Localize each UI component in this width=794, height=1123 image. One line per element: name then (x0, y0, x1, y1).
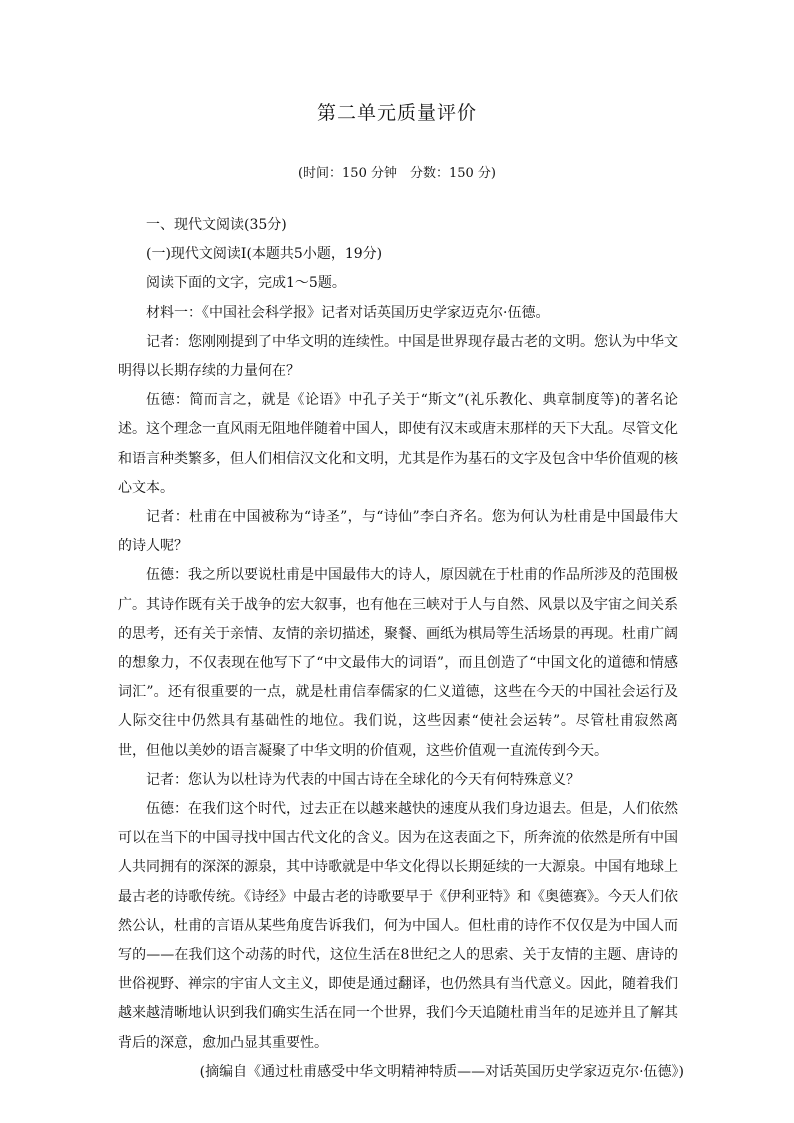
paragraph: 伍德：在我们这个时代，过去正在以越来越快的速度从我们身边退去。但是，人们依然可以在当下的中国寻找中国古代文化的含义。因为在这表面之下，所奔流的依然是所有中国人共同拥有的深深的源泉，其中诗歌就是中华文化得以长期延续的一大源泉。中国有地球上最古老的诗歌传统。《诗经》中最古老的诗歌要早于《伊利亚特》和《奥德赛》。今天人们依然公认，杜甫的言语从某些角度告诉我们，何为中国人。但杜甫的诗作不仅仅是为中国人而写的——在我们这个动荡的时代，这位生活在8世纪之人的思索、关于友情的主题、唐诗的世俗视野、禅宗的宇宙人文主义，即使是通过翻译，也仍然具有当代意义。因此，随着我们越来越清晰地认识到我们确实生活在同一个世界，我们今天追随杜甫当年的足迹并且了解其背后的深意，愈加凸显其重要性。 (118, 801, 678, 1051)
subsection-heading: (一)现代文阅读Ⅰ(本题共5小题，19分) (146, 246, 383, 263)
paragraph: 记者：杜甫在中国被称为“诗圣”，与“诗仙”李白齐名。您为何认为杜甫是中国最伟大的诗人呢？ (118, 509, 678, 555)
paragraph: 伍德：我之所以要说杜甫是中国最伟大的诗人，原因就在于杜甫的作品所涉及的范围极广。其诗作既有关于战争的宏大叙事，也有他在三峡对于人与自然、风景以及宇宙之间关系的思考，还有关于亲情、友情的亲切描述，聚餐、画纸为棋局等生活场景的再现。杜甫广阔的想象力，不仅表现在他写下了“中文最伟大的词语”，而且创造了“中国文化的道德和情感词汇”。还有很重要的一点，就是杜甫信奉儒家的仁义道德，这些在今天的中国社会运行及人际交往中仍然具有基础性的地位。我们说，这些因素“使社会运转”。尽管杜甫寂然离世，但他以美妙的语言凝聚了中华文明的价值观，这些价值观一直流传到今天。 (118, 567, 678, 759)
page-title: 第二单元质量评价 (316, 102, 477, 124)
material-intro: 材料一：《中国社会科学报》记者对话英国历史学家迈克尔·伍德。 (146, 304, 550, 321)
paragraph: 记者：您刚刚提到了中华文明的连续性。中国是世界现存最古老的文明。您认为中华文明得以长期存续的力量何在？ (118, 333, 678, 380)
exam-meta: (时间：150 分钟 分数：150 分) (297, 166, 497, 181)
paragraph: 伍德：简而言之，就是《论语》中孔子关于“斯文”(礼乐教化、典章制度等)的著名论述。这个理念一直风雨无阻地伴随着中国人，即使有汉末或唐末那样的天下大乱。尽管文化和语言种类繁多，但人们相信汉文化和文明，尤其是作为基石的文字及包含中华价值观的核心文本。 (118, 392, 678, 496)
document-body (118, 211, 684, 1087)
instruction: 阅读下面的文字，完成1～5题。 (146, 275, 346, 292)
source-citation: (摘编自《通过杜甫感受中华文明精神特质——对话英国历史学家迈克尔·伍德》) (199, 1063, 684, 1080)
paragraph: 记者：您认为以杜诗为代表的中国古诗在全球化的今天有何特殊意义？ (146, 771, 580, 788)
section-heading: 一、现代文阅读(35分) (146, 217, 287, 233)
